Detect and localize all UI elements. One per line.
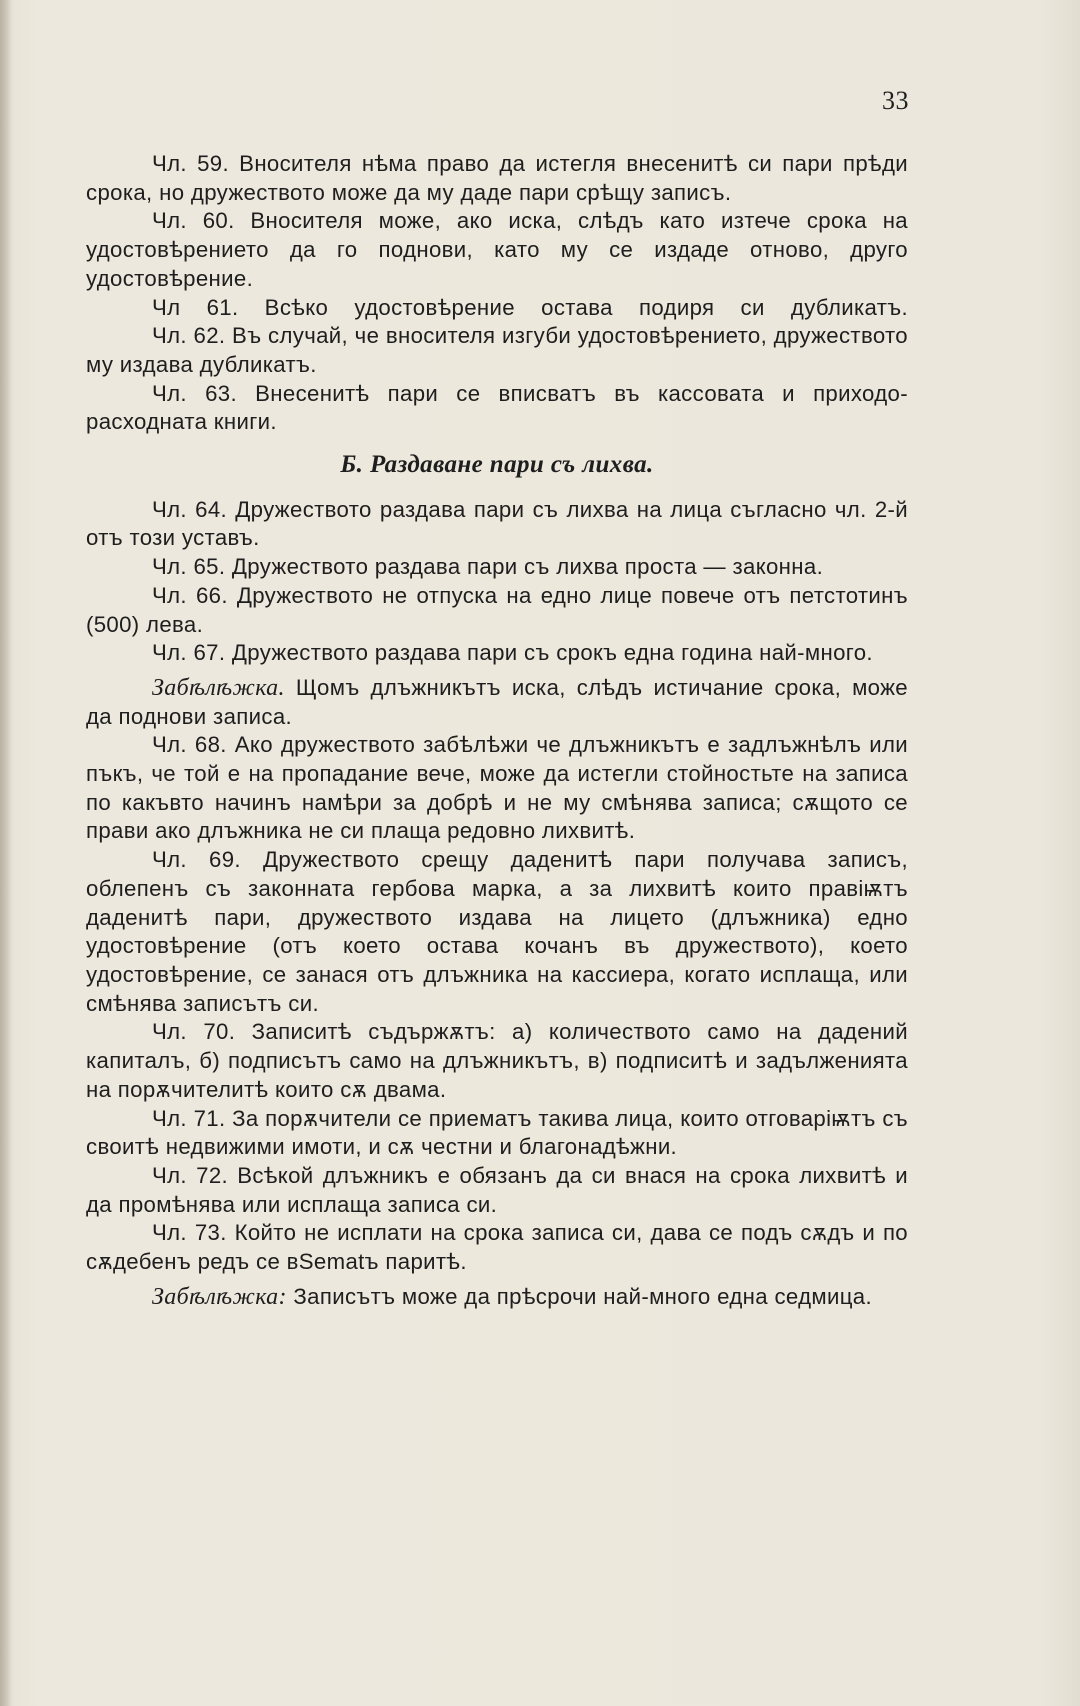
article-71: Чл. 71. За порѫчители се приематъ такива лица, които отговарiѭтъ съ своитѣ недвижими имоти, и сѫ честни и благонадѣжни. [86, 1105, 908, 1160]
article-62: Чл. 62. Въ случай, че вносителя изгуби удостовѣрението, дружеството му издава дубликатъ. [86, 323, 908, 377]
page-number: 33 [882, 86, 909, 115]
article-68: Чл. 68. Ако дружеството забѣлѣжи че длъжникътъ е задлъжнѣлъ или пъкъ, че той е на пропадание вече, може да истегли стойностьте на записа по какъвто начинъ намѣри за добрѣ и не му смѣнява записа; сѫщото се прави ако длъжника не си плаща редовно лихвитѣ. [86, 732, 908, 844]
note-2 [86, 1283, 908, 1312]
article-70: Чл. 70. Записитѣ съдържѫтъ: а) количеството само на дадений капиталъ, б) подписътъ само на длъжникътъ, в) подписитѣ и задълженията на порѫчителитѣ които сѫ двама. [86, 1019, 908, 1102]
article-66: Чл. 66. Дружеството не отпуска на едно лице повече отъ петстотинъ (500) лева. [86, 582, 908, 637]
article-72: Чл. 72. Всѣкой длъжникъ е обязанъ да си внася на срока лихвитѣ и да промѣнява или исплаща записа си. [86, 1162, 908, 1217]
note-1-label: Забѣлѣжка. [152, 674, 285, 701]
article-60: Чл. 60. Вносителя може, ако иска, слѣдъ като изтече срока на удостовѣрението да го поднови, като му се издаде отново, друго удостовѣрение. [86, 208, 908, 291]
article-59: Чл. 59. Вносителя нѣма право да истегля внесенитѣ си пари прѣди срока, но дружеството може да му даде пари срѣщу записъ. [86, 151, 908, 205]
article-65: Чл. 65. Дружеството раздава пари съ лихва проста — законна. [152, 554, 824, 580]
binding-shadow [0, 0, 12, 1706]
article-69: Чл. 69. Дружеството срещу даденитѣ пари получава записъ, облепенъ съ законната гербова марка, а за лихвитѣ които правiѭтъ даденитѣ пари, дружеството издава на лицето (длъжника) едно удостовѣрение (отъ което остава кочанъ въ дружеството), което удостовѣрение, се занася отъ длъжника на кассиера, когато исплаща, или смѣнява записътъ си. [86, 847, 908, 1016]
section-heading: Б. Раздаване пари съ лихва. [340, 451, 654, 479]
note-1-text: Щомъ длъжникътъ иска, слѣдъ истичание срока, може да поднови записа. [86, 674, 908, 729]
note-1 [86, 674, 908, 731]
article-67: Чл. 67. Дружеството раздава пари съ срокъ една година най-много. [152, 640, 873, 666]
article-61: Чл 61. Всѣко удостовѣрение остава подиря си дубликатъ. [152, 294, 908, 320]
note-2-label: Забѣлѣжка: [152, 1283, 287, 1310]
article-63: Чл. 63. Внесенитѣ пари се вписватъ въ кассовата и приходо-расходната книги. [86, 380, 908, 435]
article-64: Чл. 64. Дружеството раздава пари съ лихва на лица съгласно чл. 2-й отъ този уставъ. [86, 496, 908, 551]
article-73: Чл. 73. Който не исплати на срока записа си, дава се подъ сѫдъ и по сѫдебенъ редъ се вSematъ паритѣ. [86, 1220, 908, 1275]
page-body [86, 150, 908, 1311]
note-2-text: Записътъ може да прѣсрочи най-много една седмица. [293, 1283, 872, 1309]
